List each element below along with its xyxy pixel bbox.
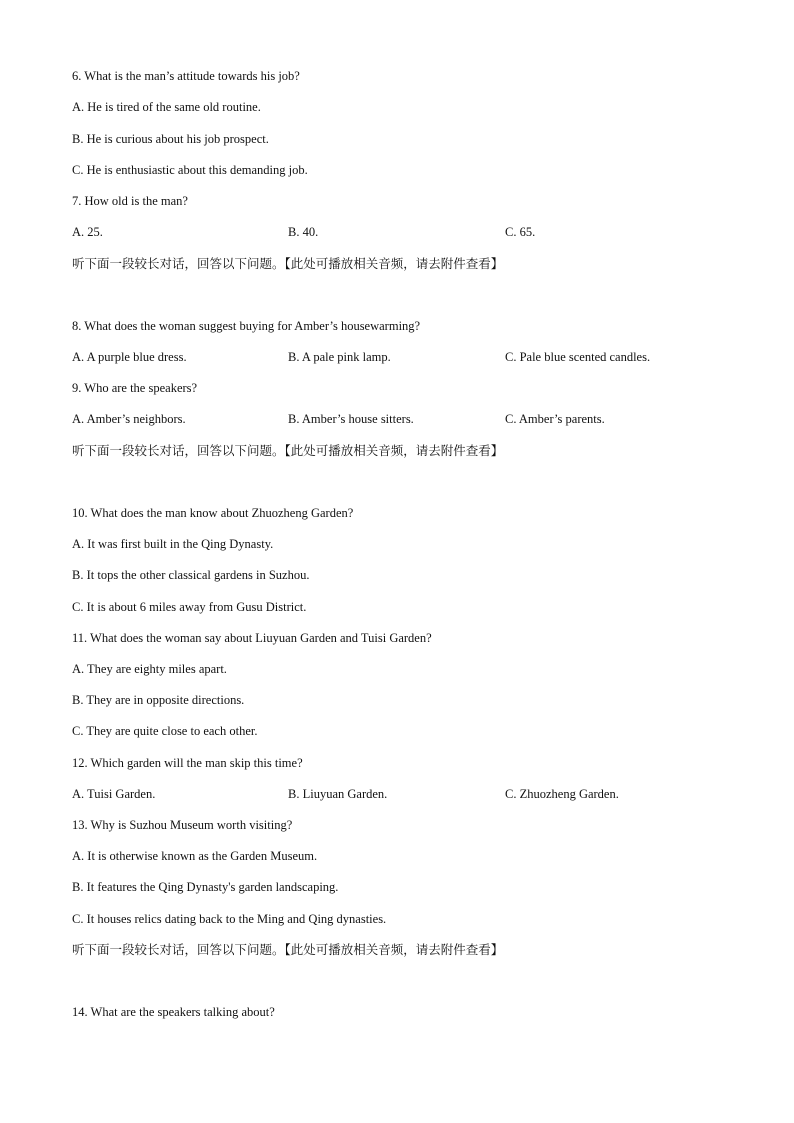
question-6: 6. What is the man’s attitude towards his job? [72, 69, 300, 83]
listening-instruction: 听下面一段较长对话，回答以下问题。【此处可播放相关音频，请去附件查看】 [72, 942, 504, 957]
q7-option-b: B. 40. [288, 225, 319, 239]
question-13: 13. Why is Suzhou Museum worth visiting? [72, 818, 293, 832]
q7-option-c: C. 65. [505, 225, 536, 239]
q8-option-b: B. A pale pink lamp. [288, 350, 391, 364]
q10-option-c: C. It is about 6 miles away from Gusu District. [72, 600, 307, 614]
q13-option-b: B. It features the Qing Dynasty's garden landscaping. [72, 880, 339, 894]
q6-option-c: C. He is enthusiastic about this demanding job. [72, 163, 308, 177]
q11-option-b: B. They are in opposite directions. [72, 693, 245, 707]
q9-option-b: B. Amber’s house sitters. [288, 412, 414, 426]
q7-option-a: A. 25. [72, 225, 103, 239]
q12-option-c: C. Zhuozheng Garden. [505, 787, 619, 801]
q8-option-a: A. A purple blue dress. [72, 350, 187, 364]
question-11: 11. What does the woman say about Liuyuan Garden and Tuisi Garden? [72, 631, 432, 645]
q10-option-b: B. It tops the other classical gardens in Suzhou. [72, 568, 310, 582]
q9-option-c: C. Amber’s parents. [505, 412, 605, 426]
q11-option-a: A. They are eighty miles apart. [72, 662, 227, 676]
q13-option-c: C. It houses relics dating back to the Ming and Qing dynasties. [72, 912, 387, 926]
question-12: 12. Which garden will the man skip this time? [72, 756, 303, 770]
q8-option-c: C. Pale blue scented candles. [505, 350, 651, 364]
q9-option-a: A. Amber’s neighbors. [72, 412, 186, 426]
q12-option-a: A. Tuisi Garden. [72, 787, 156, 801]
listening-instruction: 听下面一段较长对话，回答以下问题。【此处可播放相关音频，请去附件查看】 [72, 256, 504, 271]
question-9: 9. Who are the speakers? [72, 381, 198, 395]
question-7: 7. How old is the man? [72, 194, 188, 208]
listening-instruction: 听下面一段较长对话，回答以下问题。【此处可播放相关音频，请去附件查看】 [72, 443, 504, 458]
q13-option-a: A. It is otherwise known as the Garden Museum. [72, 849, 318, 863]
question-14: 14. What are the speakers talking about? [72, 1005, 275, 1019]
q6-option-a: A. He is tired of the same old routine. [72, 100, 261, 114]
q11-option-c: C. They are quite close to each other. [72, 724, 258, 738]
q10-option-a: A. It was first built in the Qing Dynasty. [72, 537, 274, 551]
question-8: 8. What does the woman suggest buying for Amber’s housewarming? [72, 319, 421, 333]
question-10: 10. What does the man know about Zhuozheng Garden? [72, 506, 354, 520]
q6-option-b: B. He is curious about his job prospect. [72, 132, 269, 146]
q12-option-b: B. Liuyuan Garden. [288, 787, 388, 801]
